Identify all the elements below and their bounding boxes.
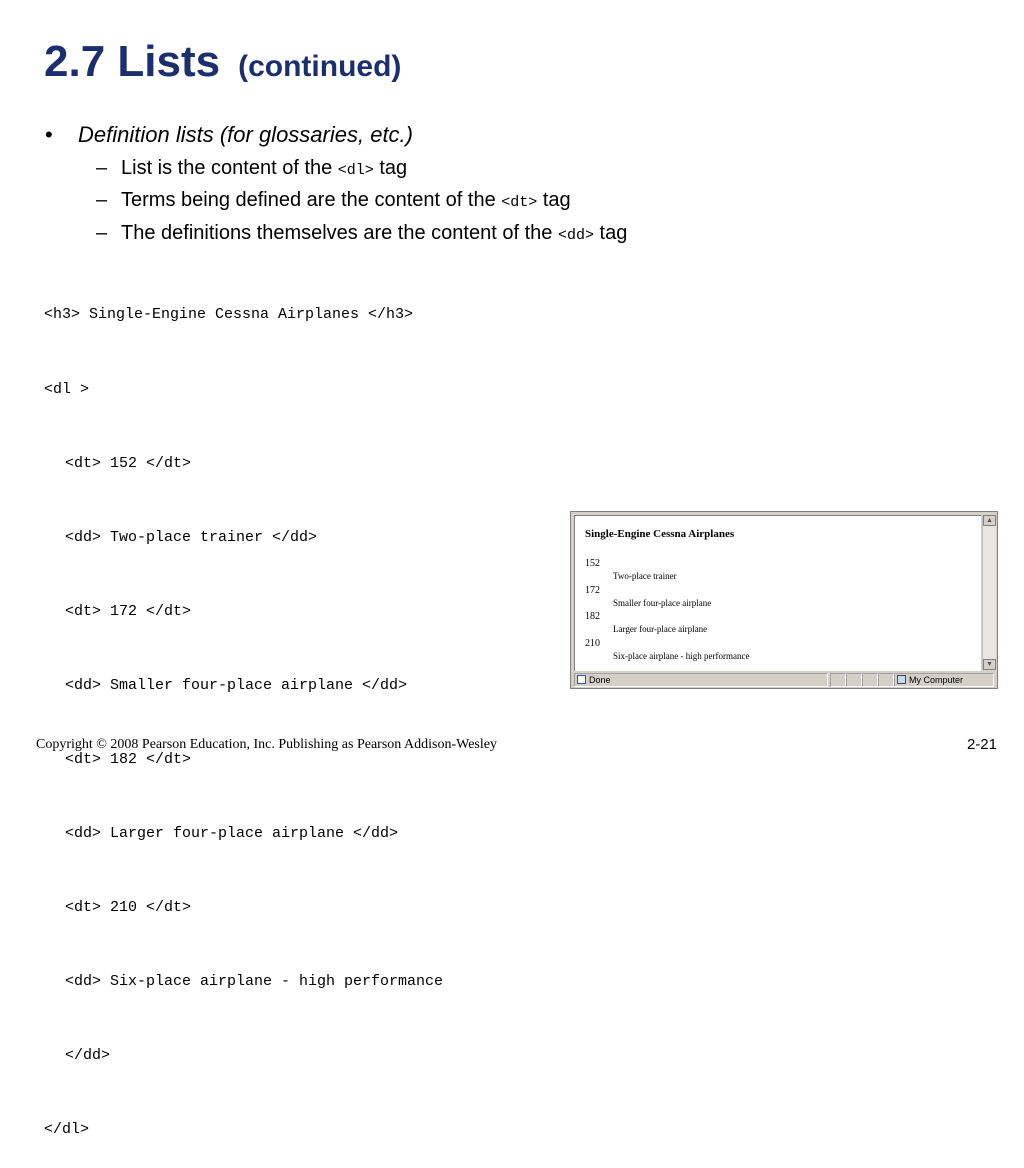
status-done-panel bbox=[574, 673, 828, 687]
code-line: <dd> Two-place trainer </dd> bbox=[65, 528, 318, 546]
browser-screenshot bbox=[570, 511, 998, 689]
status-cell bbox=[862, 673, 878, 687]
code-line: <h3> Single-Engine Cessna Airplanes </h3> bbox=[44, 306, 414, 324]
dash-icon: – bbox=[96, 222, 108, 244]
subitem-dt bbox=[96, 189, 571, 212]
status-bar bbox=[572, 672, 996, 687]
scroll-up-arrow-icon[interactable]: ▲ bbox=[983, 515, 996, 526]
rendered-term: 210 bbox=[585, 637, 600, 649]
bullet-definition-lists bbox=[45, 122, 413, 148]
subitem-code: <dd> bbox=[557, 227, 594, 244]
browser-viewport[interactable] bbox=[574, 515, 981, 671]
subitem-text: The definitions themselves are the content of the bbox=[121, 222, 558, 244]
rendered-term: 182 bbox=[585, 611, 600, 623]
code-line: <dd> Smaller four-place airplane </dd> bbox=[65, 676, 408, 694]
subitem-text: List is the content of the bbox=[121, 157, 338, 179]
subitem-text-end: tag bbox=[537, 189, 571, 211]
computer-icon bbox=[897, 675, 906, 684]
code-line: <dt> 152 </dt> bbox=[65, 454, 192, 472]
subitem-text-end: tag bbox=[593, 222, 628, 244]
subitem-code: <dt> bbox=[501, 194, 538, 211]
rendered-definition: Smaller four-place airplane bbox=[613, 597, 712, 608]
status-cell bbox=[846, 673, 862, 687]
code-line: <dt> 210 </dt> bbox=[65, 899, 192, 917]
status-text: Done bbox=[589, 675, 611, 685]
vertical-scrollbar[interactable] bbox=[982, 515, 996, 670]
footer-copyright: Copyright © 2008 Pearson Education, Inc. Publishing as Pearson Addison-Wesley bbox=[36, 737, 497, 752]
code-example bbox=[44, 254, 443, 1168]
page-number: 2-21 bbox=[966, 736, 997, 753]
rendered-heading: Single-Engine Cessna Airplanes bbox=[585, 528, 735, 540]
status-cell bbox=[830, 673, 846, 687]
zone-text: My Computer bbox=[909, 675, 964, 685]
slide-title bbox=[44, 37, 402, 86]
rendered-definition: Larger four-place airplane bbox=[613, 624, 708, 635]
code-line: <dt> 182 </dt> bbox=[65, 750, 192, 768]
subitem-text-end: tag bbox=[373, 157, 408, 179]
bullet-text: Definition lists (for glossaries, etc.) bbox=[78, 122, 413, 147]
scroll-down-arrow-icon[interactable]: ▼ bbox=[983, 659, 996, 670]
code-line: <dl > bbox=[44, 380, 90, 398]
dash-icon: – bbox=[96, 189, 108, 211]
rendered-definition-list bbox=[585, 557, 749, 663]
rendered-definition: Two-place trainer bbox=[613, 571, 677, 582]
code-line: <dd> Six-place airplane - high performance bbox=[65, 973, 444, 991]
code-line: <dd> Larger four-place airplane </dd> bbox=[65, 825, 399, 843]
page-icon bbox=[577, 675, 586, 684]
title-suffix: (continued) bbox=[238, 50, 402, 83]
rendered-definition: Six-place airplane - high performance bbox=[613, 651, 750, 662]
status-cell bbox=[878, 673, 894, 687]
code-line: </dd> bbox=[65, 1047, 111, 1065]
code-line: <dt> 172 </dt> bbox=[65, 602, 192, 620]
subitem-text: Terms being defined are the content of the bbox=[121, 189, 502, 211]
title-main: 2.7 Lists bbox=[44, 37, 221, 86]
subitem-code: <dl> bbox=[337, 162, 374, 179]
dash-icon: – bbox=[96, 157, 108, 179]
subitem-dl bbox=[96, 157, 407, 180]
subitem-dd bbox=[96, 222, 627, 245]
status-zone-panel bbox=[894, 673, 994, 687]
rendered-term: 172 bbox=[585, 584, 600, 596]
code-line: </dl> bbox=[44, 1121, 90, 1139]
rendered-term: 152 bbox=[585, 558, 600, 569]
bullet-dot-icon: • bbox=[45, 122, 53, 147]
